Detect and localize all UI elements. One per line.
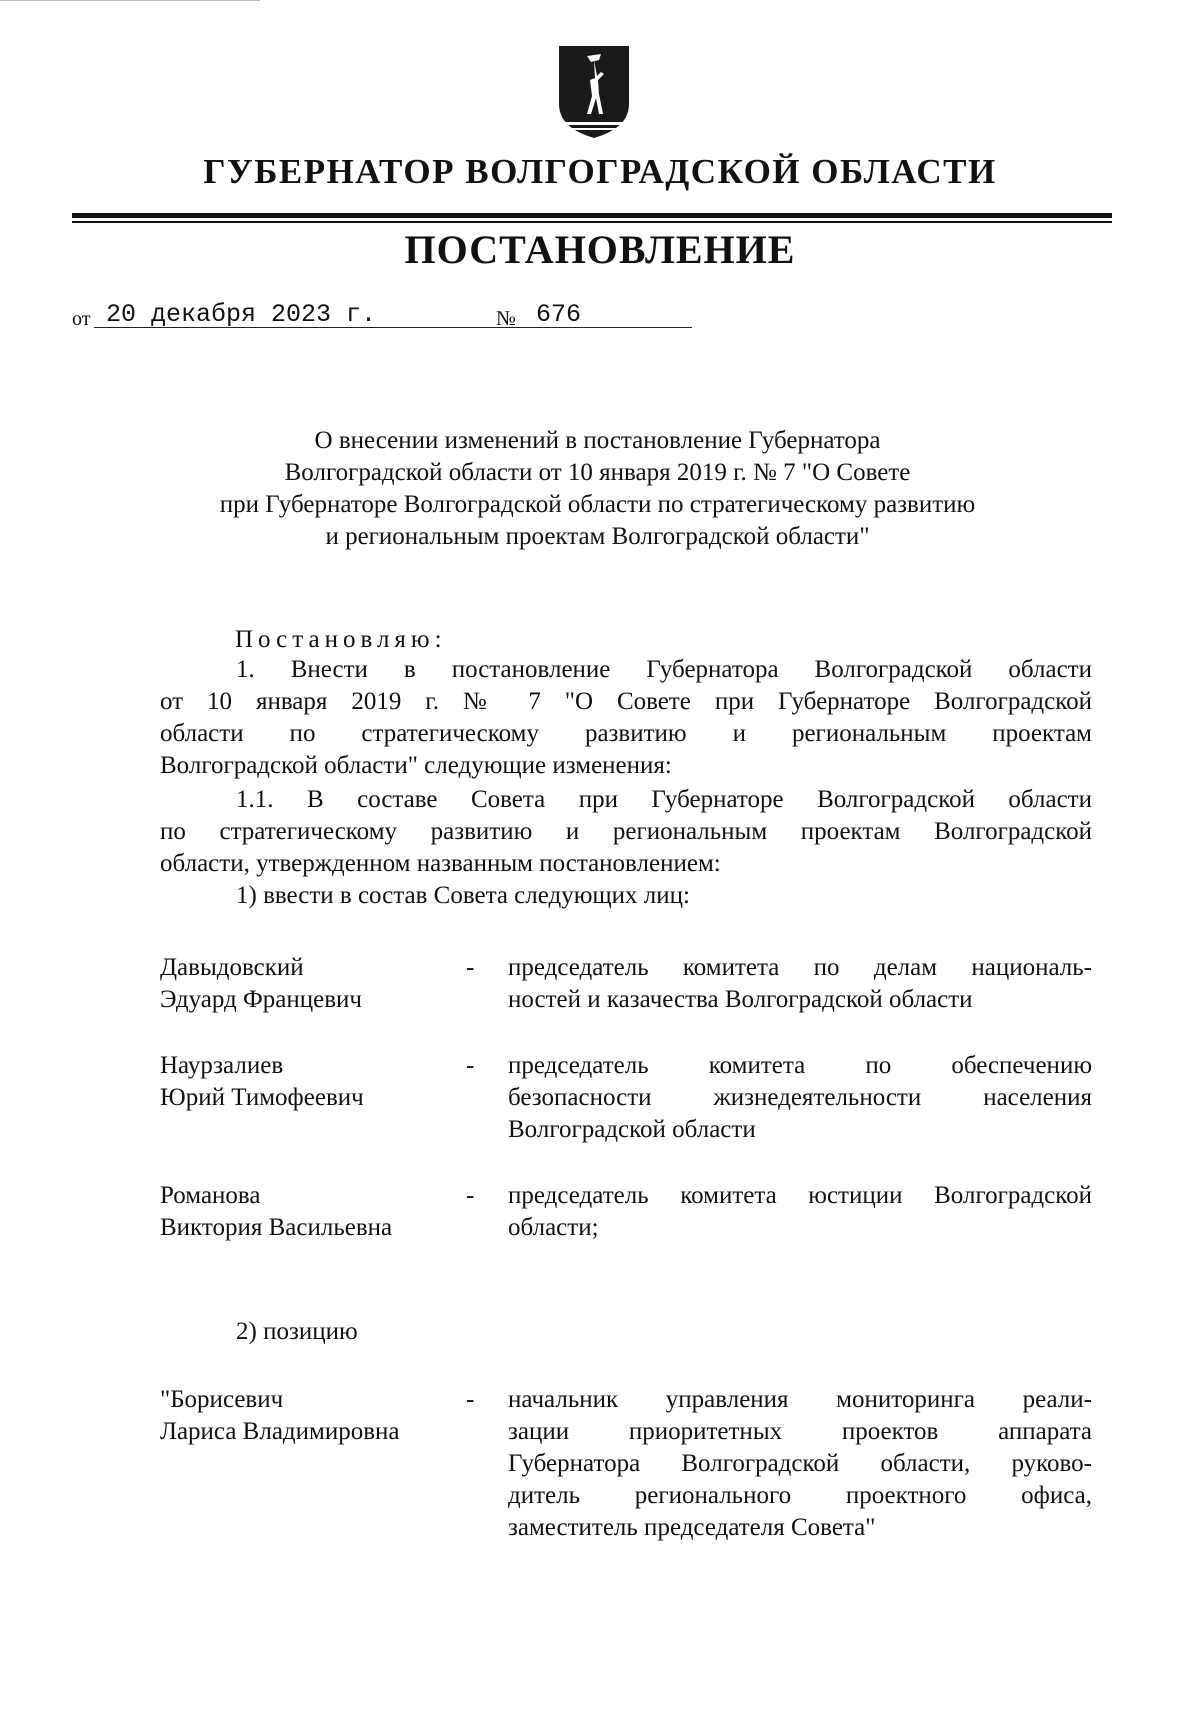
member-surname: Романова	[160, 1182, 261, 1209]
member-surname: Наурзалиев	[160, 1052, 284, 1079]
member-name	[160, 1050, 460, 1114]
member-name	[160, 1180, 460, 1244]
member-surname: Давыдовский	[160, 954, 304, 981]
member-position	[508, 1180, 1092, 1244]
header-rule-thin	[72, 221, 1112, 223]
position-line: безопасности жизнедеятельности населения	[508, 1084, 1092, 1111]
scan-edge-line	[0, 0, 260, 1]
subject-line: при Губернаторе Волгоградской области по стратегическому развитию	[219, 491, 976, 518]
member-dash: -	[466, 1386, 475, 1413]
date-label: от	[72, 308, 91, 330]
member-position	[508, 1384, 1092, 1544]
position-line: председатель комитета по обеспечению	[508, 1052, 1092, 1079]
paragraph-line: по стратегическому развитию и региональным проектам Волгоградской	[160, 818, 1092, 845]
position-line: области;	[508, 1214, 599, 1241]
header-rule-thick	[72, 213, 1112, 218]
paragraph-line: области по стратегическому развитию и региональным проектам	[160, 720, 1092, 747]
position-line: председатель комитета юстиции Волгоградской	[508, 1182, 1092, 1209]
member-given-names: Виктория Васильевна	[160, 1214, 393, 1241]
position-line: дитель регионального проектного офиса,	[508, 1482, 1092, 1509]
member-position	[508, 952, 1092, 1016]
paragraph-1-1	[160, 784, 1092, 912]
item-2-label: 2) позицию	[236, 1318, 358, 1345]
position-line: председатель комитета по делам националь-	[508, 954, 1092, 981]
subject-line: О внесении изменений в постановление Губернатора	[314, 427, 881, 454]
member-name	[160, 952, 460, 1016]
org-title: ГУБЕРНАТОР ВОЛГОГРАДСКОЙ ОБЛАСТИ	[203, 152, 997, 191]
position-line: Волгоградской области	[508, 1116, 756, 1143]
position-line: Губернатора Волгоградской области, руково-	[508, 1450, 1092, 1477]
paragraph-line: области, утвержденном названным постановлением:	[160, 850, 721, 877]
volgograd-coat-of-arms-icon	[557, 44, 631, 140]
member-surname: "Борисевич	[160, 1386, 284, 1413]
paragraph-1	[160, 654, 1092, 782]
position-holder-name	[160, 1384, 460, 1448]
position-line: ностей и казачества Волгоградской области	[508, 986, 973, 1013]
paragraph-line: 1.1. В составе Совета при Губернаторе Волгоградской области	[236, 786, 1092, 813]
date-number-line	[72, 298, 692, 332]
position-line: начальник управления мониторинга реали-	[508, 1386, 1092, 1413]
number-label: №	[496, 306, 517, 330]
paragraph-line: Волгоградской области" следующие изменения:	[160, 752, 672, 779]
document-type: ПОСТАНОВЛЕНИЕ	[404, 227, 796, 272]
paragraph-line: 1) ввести в состав Совета следующих лиц:	[236, 882, 690, 909]
member-position	[508, 1050, 1092, 1146]
paragraph-line: от 10 января 2019 г. № 7 "О Совете при Губернаторе Волгоградской	[160, 688, 1092, 715]
position-line: зации приоритетных проектов аппарата	[508, 1418, 1092, 1445]
paragraph-line: 1. Внести в постановление Губернатора Волгоградской области	[236, 656, 1092, 683]
position-line: заместитель председателя Совета"	[508, 1514, 876, 1541]
subject-line: и региональным проектам Волгоградской области"	[325, 523, 870, 550]
member-given-names: Лариса Владимировна	[160, 1418, 400, 1445]
document-subject	[120, 425, 1075, 553]
subject-line: Волгоградской области от 10 января 2019 г. № 7 "О Совете	[284, 459, 911, 486]
member-dash: -	[466, 954, 475, 981]
member-given-names: Юрий Тимофеевич	[160, 1084, 364, 1111]
number-field: 676	[524, 300, 692, 328]
date-field: 20 декабря 2023 г.	[94, 300, 554, 328]
member-given-names: Эдуард Францевич	[160, 986, 362, 1013]
decree-word: Постановляю:	[235, 626, 447, 653]
member-dash: -	[466, 1052, 475, 1079]
member-dash: -	[466, 1182, 475, 1209]
